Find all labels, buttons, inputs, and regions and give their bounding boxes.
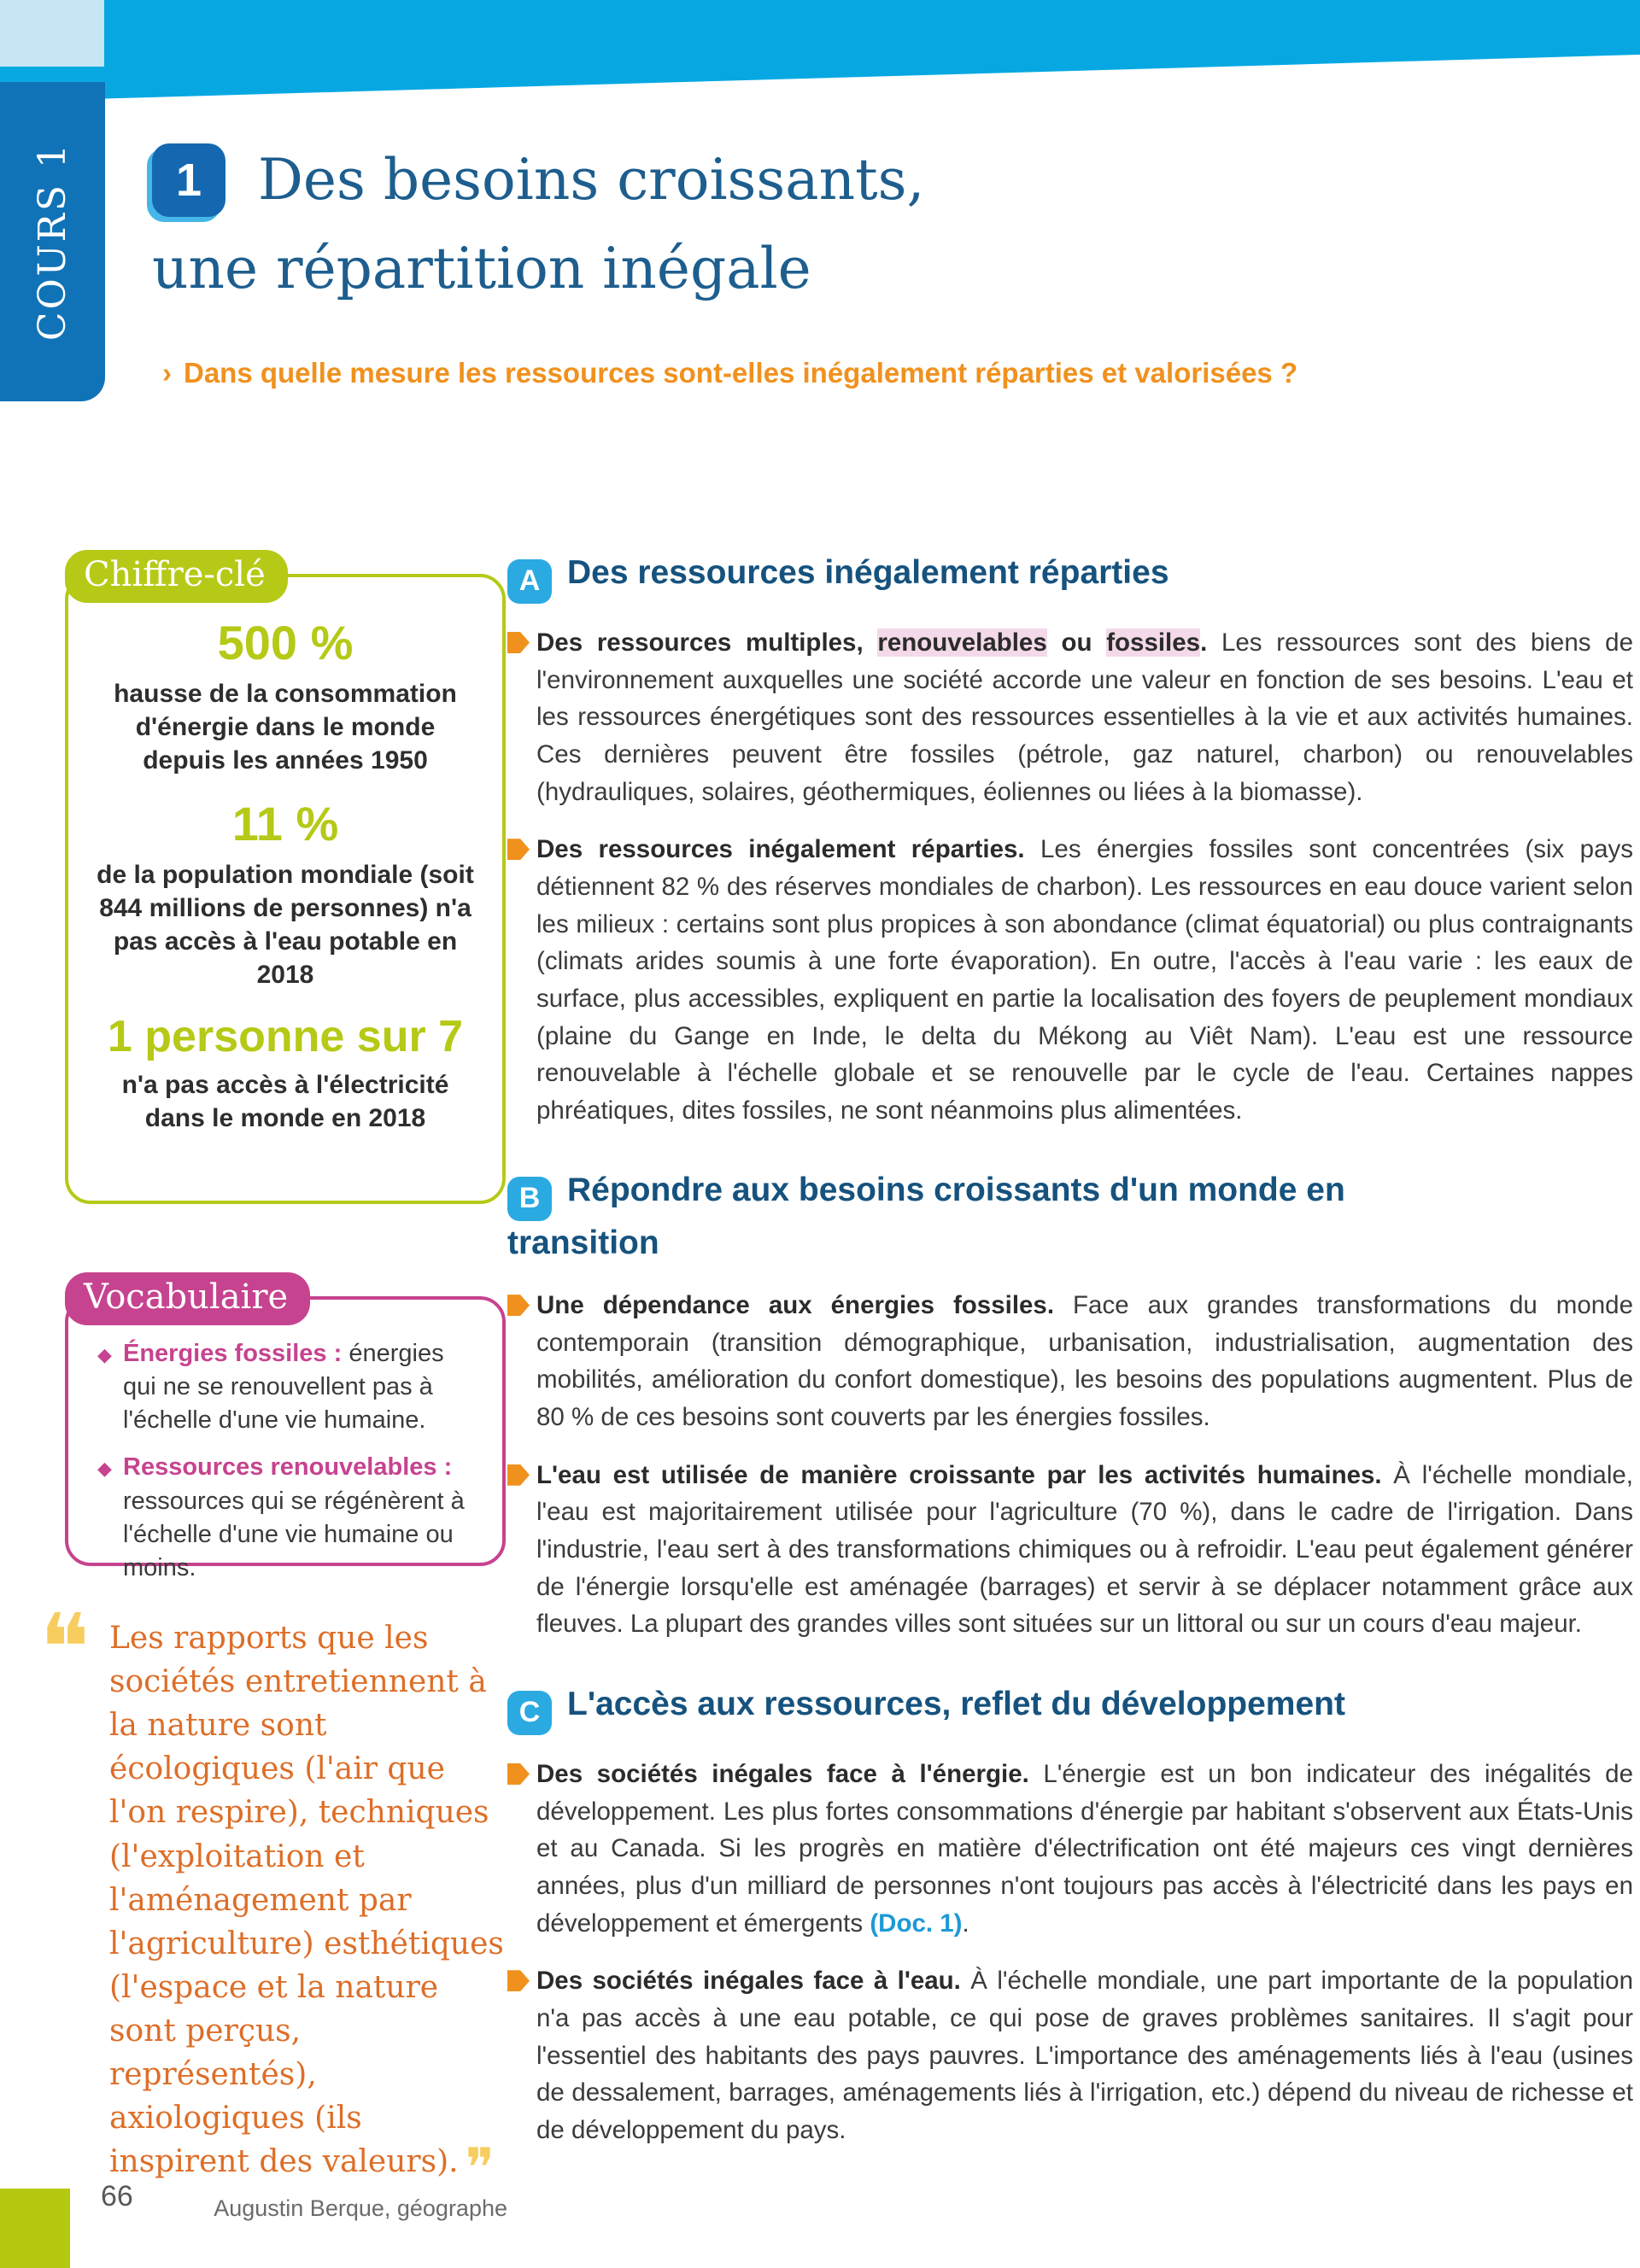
vocab-definition: ressources qui se régénèrent à l'échelle d'une vie humaine ou moins. [123, 1487, 465, 1581]
section-a [507, 551, 1633, 1129]
paragraph-lead: L'eau est utilisée de manière croissante par les activités humaines. [536, 1460, 1382, 1489]
close-quote-icon: ❞ [465, 2137, 495, 2201]
paragraph-body: À l'échelle mondiale, une part importante de la population n'a pas accès à une eau potable, ce qui pose de graves problèmes sanitaires. Il s'agit pour l'essentiel des habitants des pays pauvres. L'importance des aménagements liés à l'eau (usines de dessalement, barrages, aménagements liés à l'irrigation, etc.) dépend du niveau de richesse et de développement du pays. [536, 1967, 1634, 2144]
page-title-line2: une répartition inégale [152, 236, 811, 301]
paragraph-lead: ou [1046, 628, 1107, 657]
vocabulary-label: Vocabulaire [65, 1272, 310, 1325]
vocabulary-box [65, 1277, 506, 1581]
corner-pale-square [0, 0, 104, 67]
vocab-term: Énergies fossiles : [123, 1340, 343, 1367]
section-b-heading [507, 1168, 1370, 1266]
quotation-author: Augustin Berque, géographe [214, 2195, 507, 2222]
paragraph-lead: Des sociétés inégales face à l'eau. [536, 1967, 961, 1996]
section-letter-badge: B [507, 1177, 552, 1221]
section-letter-badge: A [507, 559, 552, 604]
cours-tab-label: COURS 1 [31, 142, 74, 342]
paragraph-lead: Des ressources inégalement réparties. [536, 835, 1025, 864]
vocab-entry [97, 1451, 482, 1585]
paragraph-body: Les énergies fossiles sont concentrées (six pays détiennent 82 % des réserves mondiales de charbon). Les ressources en eau douce varient selon les milieux : certains sont plus propices à son abondance (climat équatorial) ou plus contraignants (climats arides soumis à une forte évaporation). En outre, l'accès à l'eau varie : les eaux de surface, plus accessibles, expliquent en partie la localisation des foyers de peuplement mondiaux (plaine du Gange en Inde, le delta du Mékong au Viêt Nam). L'eau est une ressource renouvelable à l'échelle globale et se renouvelle par le cycle de l'eau. Certaines nappes phréatiques, dites fossiles, ne sont néanmoins plus alimentées. [536, 835, 1633, 1125]
open-quote-icon: ❝ [39, 1593, 91, 1703]
diamond-bullet-icon: ◆ [97, 1458, 112, 1480]
paragraph-lead: Des ressources multiples, [536, 628, 878, 657]
key-figure-caption: de la population mondiale (soit 844 millions de personnes) n'a pas accès à l'eau potable en 2018 [97, 860, 474, 989]
paragraph-lead: Des sociétés inégales face à l'énergie. [536, 1759, 1029, 1788]
chapter-number-badge: 1 [152, 143, 226, 217]
vocab-definition: énergies qui ne se renouvellent pas à l'échelle d'une vie humaine. [123, 1340, 444, 1435]
paragraph [507, 1756, 1633, 1942]
highlighted-keyword: renouvelables [877, 628, 1047, 657]
key-figure-value: 11 % [231, 796, 339, 850]
paragraph-lead: Une dépendance aux énergies fossiles. [536, 1291, 1055, 1320]
section-b [507, 1168, 1633, 1643]
page-title-line1: Des besoins croissants, [258, 147, 925, 213]
section-a-heading [507, 551, 1633, 604]
key-figure-caption: hausse de la consommation d'énergie dans le monde depuis les années 1950 [114, 679, 457, 775]
guiding-question [162, 357, 1529, 389]
top-banner [0, 0, 1640, 104]
chevron-icon: › [162, 357, 172, 389]
section-a-heading-text: Des ressources inégalement réparties [567, 554, 1169, 591]
cours-tab [0, 82, 105, 401]
paragraph [507, 1962, 1633, 2148]
paragraph-lead: . [1200, 628, 1208, 657]
guiding-question-text: Dans quelle mesure les ressources sont-elles inégalement réparties et valorisées ? [184, 357, 1298, 389]
key-figures-box [65, 555, 506, 1204]
doc-reference: (Doc. 1) [870, 1909, 963, 1938]
paragraph-body: L'énergie est un bon indicateur des inégalités de développement. Les plus fortes consommations d'énergie par habitant s'observent aux États-Unis et au Canada. Si les progrès en matière d'électrification ont été majeurs ces vingt dernières années, plus d'un milliard de personnes n'ont toujours pas accès à l'électricité dans les pays en développement et émergents [536, 1759, 1633, 1938]
paragraph [507, 1457, 1633, 1643]
paragraph-body: Face aux grandes transformations du monde contemporain (transition démographique, urbanisation, industrialisation, augmentation des mobilités, amélioration du confort domestique), les besoins des populations augmentent. Plus de 80 % de ces besoins sont couverts par les énergies fossiles. [536, 1291, 1633, 1432]
chapter-title-block [152, 143, 1450, 301]
vocab-entry [97, 1337, 482, 1437]
section-letter-badge: C [507, 1691, 552, 1735]
paragraph-body: Les ressources sont des biens de l'environnement auxquelles une société accorde une valeur en fonction de ses besoins. L'eau et les ressources énergétiques sont des ressources essentielles à la vie et aux activités humaines. Ces dernières peuvent être fossiles (pétrole, gaz naturel, charbon) ou renouvelables (hydrauliques, solaires, géothermiques, éoliennes ou liées à la biomasse). [536, 628, 1633, 806]
key-figure-value: 500 % [217, 616, 354, 669]
key-figure-value: 1 personne sur 7 [107, 1011, 464, 1061]
page-number: 66 [101, 2180, 133, 2212]
paragraph-body: À l'échelle mondiale, l'eau est majoritairement utilisée pour l'agriculture (70 %), dans le cadre de l'irrigation. Dans l'industrie, l'eau sert à des transformations chimiques ou à refroidir. L'eau peut également générer de l'énergie lorsqu'elle est aménagée (barrages) et servir à se déplacer notamment grâce aux fleuves. La plupart des grandes villes sont situées sur un littoral ou sur un cours d'eau majeur. [536, 1460, 1633, 1639]
key-figure-caption: n'a pas accès à l'électricité dans le monde en 2018 [121, 1071, 449, 1133]
section-c-heading-text: L'accès aux ressources, reflet du développement [567, 1685, 1345, 1722]
section-c [507, 1682, 1633, 2149]
section-b-heading-text: Répondre aux besoins croissants d'un monde en transition [507, 1172, 1345, 1262]
lesson-column [507, 551, 1633, 2149]
diamond-bullet-icon: ◆ [97, 1344, 112, 1365]
footer-green-square [0, 2189, 70, 2268]
quotation-block [39, 1593, 507, 2222]
paragraph [507, 624, 1633, 810]
highlighted-keyword: fossiles [1106, 628, 1201, 657]
paragraph [507, 831, 1633, 1129]
paragraph [507, 1287, 1633, 1436]
section-c-heading [507, 1682, 1633, 1735]
quotation-text [109, 1616, 507, 2201]
vocab-term: Ressources renouvelables : [123, 1453, 453, 1482]
key-figures-label: Chiffre-clé [65, 550, 288, 603]
paragraph-body: . [962, 1909, 969, 1938]
quotation-text-content: Les rapports que les sociétés entretiennent à la nature sont écologiques (l'air que l'on respire), techniques (l'exploitation et l'aménagement par l'agriculture) esthétiques (l'espace et la nature sont perçus, représentés), axiologiques (ils inspirent des valeurs). [109, 1621, 504, 2180]
